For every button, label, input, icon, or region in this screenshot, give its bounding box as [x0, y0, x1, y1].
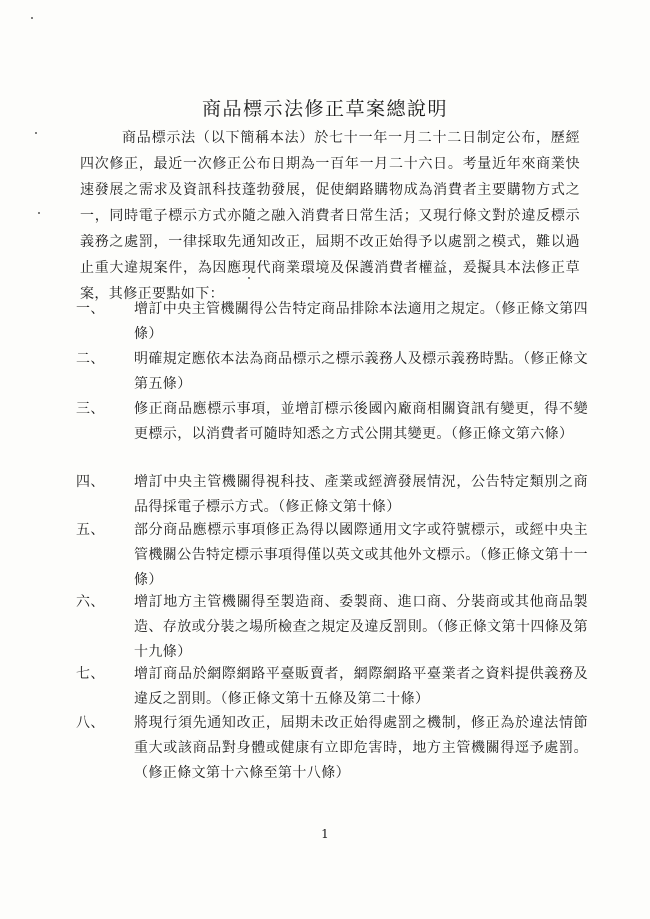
item-number: 二、: [76, 351, 105, 367]
item-number: 七、: [76, 666, 105, 682]
item-text: 部分商品應標示事項修正為得以國際通用文字或符號標示，或經中央主管機關公告特定標示事項得僅以英文或其他外文標示。（修正條文第十一條）: [134, 522, 588, 588]
item-number: 五、: [76, 522, 105, 538]
document-title: 商品標示法修正草案總說明: [201, 98, 448, 120]
list-item: [76, 518, 588, 593]
item-number: 六、: [76, 594, 105, 610]
list-item: [76, 347, 588, 397]
page-number: 1: [321, 827, 329, 841]
item-number: 三、: [76, 401, 105, 417]
list-item: [76, 662, 588, 712]
item-number: 四、: [76, 474, 105, 490]
item-text: 增訂商品於網際網路平臺販賣者，網際網路平臺業者之資料提供義務及違反之罰則。（修正條文第十五條及第二十條）: [134, 666, 588, 707]
item-text: 明確規定應依本法為商品標示之標示義務人及標示義務時點。（修正條文第五條）: [134, 351, 588, 392]
item-text: 增訂中央主管機關得公告特定商品排除本法適用之規定。（修正條文第四條）: [134, 301, 588, 342]
list-item: [76, 711, 588, 786]
scan-speck: [248, 277, 250, 279]
scan-speck: [35, 132, 37, 134]
item-number: 一、: [76, 301, 105, 317]
item-text: 增訂中央主管機關得視科技、產業或經濟發展情況，公告特定類別之商品得採電子標示方式。（修正條文第十條）: [134, 474, 588, 515]
list-item: [76, 397, 588, 447]
item-text: 增訂地方主管機關得至製造商、委製商、進口商、分裝商或其他商品製造、存放或分裝之場所檢查之規定及違反罰則。（修正條文第十四條及第十九條）: [134, 594, 588, 660]
scan-speck: [31, 17, 33, 19]
list-item: [76, 297, 588, 347]
item-text: 將現行須先通知改正，屆期未改正始得處罰之機制，修正為於違法情節重大或該商品對身體或健康有立即危害時，地方主管機關得逕予處罰。（修正條文第十六條至第十八條）: [134, 715, 588, 781]
item-text: 修正商品應標示事項，並增訂標示後國內廠商相關資訊有變更，得不變更標示，以消費者可隨時知悉之方式公開其變更。（修正條文第六條）: [134, 401, 588, 442]
list-item: [76, 590, 588, 665]
intro-paragraph: 商品標示法（以下簡稱本法）於七十一年一月二十二日制定公布，歷經四次修正，最近一次修正公布日期為一百年一月二十六日。考量近年來商業快速發展之需求及資訊科技蓬勃發展，促使網路購物成為消費者主要購物方式之一，同時電子標示方式亦隨之融入消費者日常生活；又現行條文對於違反標示義務之處罰，一律採取先通知改正，屆期不改正始得予以處罰之模式，難以過止重大違規案件，為因應現代商業環境及保護消費者權益，爰擬具本法修正草案，其修正要點如下：: [80, 130, 580, 302]
list-item: [76, 470, 588, 520]
item-number: 八、: [76, 715, 105, 731]
scan-speck: [38, 212, 40, 214]
